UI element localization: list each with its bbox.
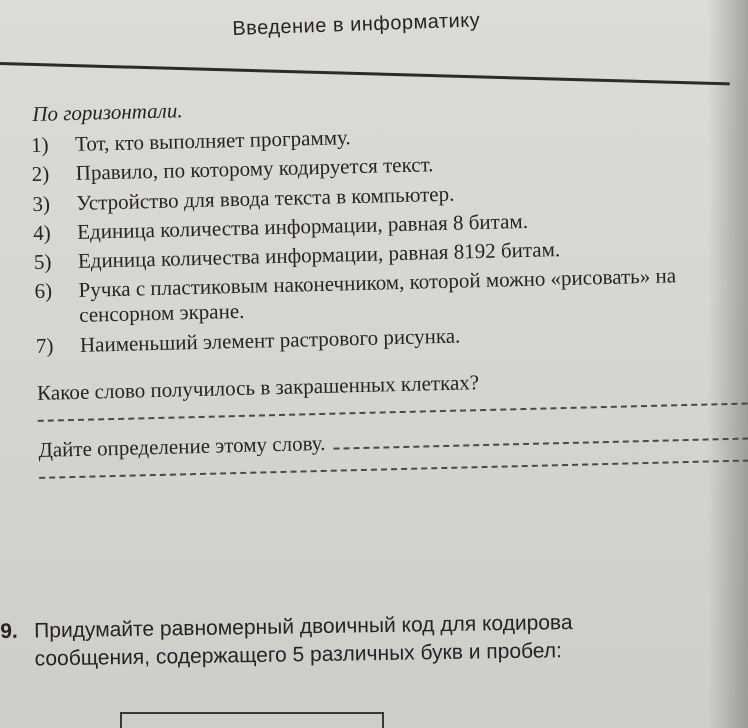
clue-text: Ручка с пластиковым наконечником, которой можно «рисовать» на сенсорном экране. xyxy=(78,263,677,328)
clue-text: Устройство для ввода текста в компьютер. xyxy=(76,181,455,215)
header-rule xyxy=(0,62,730,85)
running-head: Введение в информатику xyxy=(232,9,481,40)
clue-number: 1) xyxy=(30,132,49,158)
answer-table-top xyxy=(120,712,384,728)
clue-number: 3) xyxy=(32,191,51,216)
definition-prompt: Дайте определение этому слову. xyxy=(38,430,326,462)
task-9 xyxy=(0,606,748,675)
clue-text: Наименьший элемент растрового рисунка. xyxy=(79,323,461,357)
task-text-1: Придумайте равномерный двоичный код для кодирова xyxy=(34,611,573,643)
task-text-2: сообщения, содержащего 5 различных букв и пробел: xyxy=(34,639,563,671)
clue-text: Правило, по которому кодируется текст. xyxy=(75,152,434,186)
clue-number: 2) xyxy=(31,161,50,187)
crossword-clues xyxy=(30,84,748,495)
definition-answer-line-2[interactable] xyxy=(39,459,748,479)
definition-answer-line[interactable] xyxy=(334,437,748,449)
clue-text: Единица количества информации, равная 8 битам. xyxy=(76,208,529,244)
clue-text: Тот, кто выполняет программу. xyxy=(74,125,351,157)
definition-row xyxy=(38,420,748,463)
clue-number: 4) xyxy=(32,220,51,245)
clue-number: 7) xyxy=(35,333,54,358)
clue-number: 5) xyxy=(33,249,52,274)
task-number: 9. xyxy=(0,619,18,643)
section-heading: По горизонтали. xyxy=(31,98,183,126)
clue-number: 6) xyxy=(34,278,53,304)
answer-line[interactable] xyxy=(38,402,748,422)
question-text: Какое слово получилось в закрашенных клетках? xyxy=(36,369,480,405)
clue-text: Единица количества информации, равная 8192 битам. xyxy=(77,237,561,273)
